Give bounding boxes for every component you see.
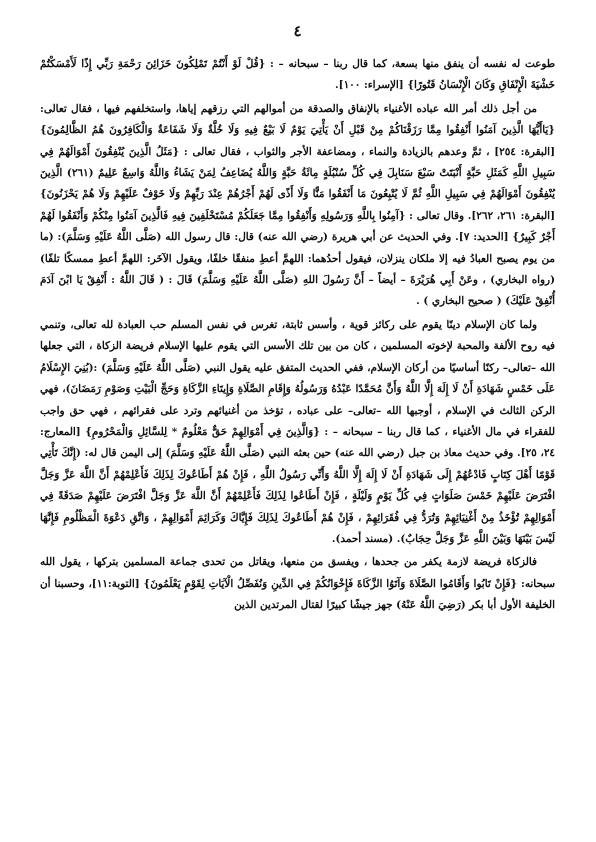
paragraph-4: فالزكاة فريضة لازمة يكفر من جحدها ، ويفسق من منعها، ويقاتل من تحدى جماعة المسلمين بتركها ، يقول الله سبحانه: {فَإِنْ تَابُوا وَأَقَامُوا الصَّلَاةَ وَآتَوُا الزَّكَاةَ فَإِخْوَانُكُمْ فِي الدِّينِ وَنُفَصِّلُ الْآيَاتِ لِقَوْمٍ يَعْلَمُونَ} [التوبة:١١]، وحسبنا أن الخليفة الأول أبا بكر (رَضِيَ اللَّهُ عَنْهُ) جهز جيشًا كبيرًا لقتال المرتدين الذين (40, 556, 555, 612)
paragraph-1: طوعت له نفسه أن ينفق منها بسعة، كما قال ربنا – سبحانه – : {قُلْ لَوْ أَنْتُمْ تَمْلِكُونَ خَزَائِنَ رَحْمَةِ رَبِّي إِذًا لَأَمْسَكْتُمْ خَشْيَةَ الْإِنْفَاقِ وَكَانَ الْإِنْسَانُ قَتُورًا} [الإسراء: ١٠٠]. (40, 58, 555, 92)
page-number: ٤ (293, 22, 302, 40)
paragraph-2: من أجل ذلك أمر الله عباده الأغنياء بالإنفاق والصدقة من أموالهم التي رزقهم إياها، واستخلفهم فيها ، فقال تعالى: {يَاأَيُّهَا الَّذِينَ آمَنُوا أَنْفِقُوا مِمَّا رَزَقْنَاكُمْ مِنْ قَبْلِ أَنْ يَأْتِيَ يَوْمٌ لَا بَيْعٌ فِيهِ وَلَا خُلَّةٌ وَلَا شَفَاعَةٌ وَالْكَافِرُونَ هُمُ الظَّالِمُونَ} [البقرة: ٢٥٤] ، ثمَّ وعدهم بالزيادة والنماء ، ومضاعفة الأجر والثواب ، فقال تعالى : {مَثَلُ الَّذِينَ يُنْفِقُونَ أَمْوَالَهُمْ فِي سَبِيلِ اللَّهِ كَمَثَلِ حَبَّةٍ أَنْبَتَتْ سَبْعَ سَنَابِلَ فِي كُلِّ سُنْبُلَةٍ مِائَةُ حَبَّةٍ وَاللَّهُ يُضَاعِفُ لِمَنْ يَشَاءُ وَاللَّهُ وَاسِعٌ عَلِيمٌ (٢٦١) الَّذِينَ يُنْفِقُونَ أَمْوَالَهُمْ فِي سَبِيلِ اللَّهِ ثُمَّ لَا يُتْبِعُونَ مَا أَنْفَقُوا مَنًّا وَلَا أَذًى لَهُمْ أَجْرُهُمْ عِنْدَ رَبِّهِمْ وَلَا خَوْفٌ عَلَيْهِمْ وَلَا هُمْ يَحْزَنُونَ} [البقرة: ٢٦١، ٢٦٢]. وقال تعالى : {آمِنُوا بِاللَّهِ وَرَسُولِهِ وَأَنْفِقُوا مِمَّا جَعَلَكُمْ مُسْتَخْلَفِينَ فِيهِ فَالَّذِينَ آمَنُوا مِنْكُمْ وَأَنْفَقُوا لَهُمْ أَجْرٌ كَبِيرٌ} [الحديد: ٧]. وفي الحديث عن أبي هريرة (رضي الله عنه) قال: قال رسول الله (صَلَّى اللَّهُ عَلَيْهِ وَسَلَّمَ): (ما من يوم يصبح العبادُ فيه إلا ملكان ينزلان، فيقول أحدُهما: اللهمَّ أعطِ منفقًا خلفًا، ويقول الآخَر: اللهمَّ أعطِ ممسكًا تلفًا) (رواه البخاري) ، وعَنْ أَبِي هُرَيْرَةَ – أيضاً – أَنَّ رَسُولَ اللهِ (صَلَّى اللَّهُ عَلَيْهِ وَسَلَّمَ) قَالَ : ( قَالَ اللَّهُ : أَنْفِقْ يَا ابْنَ آدَمَ أُنْفِقْ عَلَيْكَ) ( صحيح البخاري ) . (40, 102, 556, 308)
document-page (40, 22, 555, 822)
paragraph-3: ولما كان الإسلام دينًا يقوم على ركائز قوية ، وأسس ثابتة، تغرس في نفس المسلم حب العبادة لله تعالى، وتنمي فيه روح الألفة والمحبة لإخوته المسلمين ، كان من بين تلك الأسس التي يقوم عليها الإسلام فريضة الزكاة ، التي جعلها الله –تعالى– ركنًا أساسيًا من أركان الإسلام، ففي الحديث المتفق عليه يقول النبي (صَلَّى اللَّهُ عَلَيْهِ وَسَلَّمَ) :(بُنِيَ الإِسْلَامُ عَلَى خَمْسٍ شَهَادَةِ أَنْ لَا إِلَهَ إِلَّا اللَّهُ وَأَنَّ مُحَمَّدًا عَبْدُهُ وَرَسُولُهُ وَإِقَامِ الصَّلَاةِ وَإِيتَاءِ الزَّكَاةِ وَحَجِّ الْبَيْتِ وَصَوْمِ رَمَضَانَ)، فهي الركن الثالث في الإسلام ، أوجبها الله –تعالى– على عباده ، تؤخذ من أغنيائهم وترد على فقرائهم ، فهي حق واجب للفقراء في مال الأغنياء ، كما قال ربنا – سبحانه – : {وَالَّذِينَ فِي أَمْوَالِهِمْ حَقٌّ مَعْلُومٌ * لِلسَّائِلِ وَالْمَحْرُومِ} [المعارج: ٢٤، ٢٥]. وفي حديث معاذ بن جبل (رضي الله عنه) حين بعثه النبي (صَلَّى اللَّهُ عَلَيْهِ وَسَلَّمَ) إلى اليمن قال له: (إِنَّكَ تَأْتِي قَوْمًا أَهْلَ كِتَابٍ فَادْعُهُمْ إِلَى شَهَادَةِ أَنْ لَا إِلَهَ إِلَّا اللَّهُ وَأَنِّي رَسُولُ اللَّهِ ، فَإِنْ هُمْ أَطَاعُوكَ لِذَلِكَ فَأَعْلِمْهُمْ أَنَّ اللَّهَ عَزَّ وَجَلَّ افْتَرَضَ عَلَيْهِمْ خَمْسَ صَلَوَاتٍ فِي كُلِّ يَوْمٍ وَلَيْلَةٍ ، فَإِنْ أَطَاعُوا لِذَلِكَ فَأَعْلِمْهُمْ أَنَّ اللَّهَ عَزَّ وَجَلَّ افْتَرَضَ عَلَيْهِمْ صَدَقَةً فِي أَمْوَالِهِمْ تُؤْخَذُ مِنْ أَغْنِيَائِهِمْ وَتُرَدُّ فِي فُقَرَائِهِمْ ، فَإِنْ هُمْ أَطَاعُوكَ لِذَلِكَ فَإِيَّاكَ وَكَرَائِمَ أَمْوَالِهِمْ ، وَاتَّقِ دَعْوَةَ الْمَظْلُومِ فَإِنَّهَا لَيْسَ بَيْنَهَا وَبَيْنَ اللَّهِ عَزَّ وَجَلَّ حِجَابٌ). (مسند أحمد). (40, 318, 555, 545)
